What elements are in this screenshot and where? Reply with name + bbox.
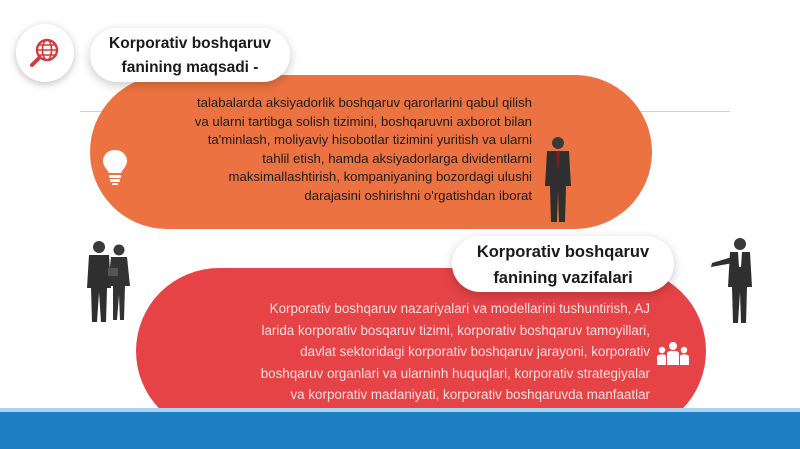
- goal-text-line: va ularni tartibga solish tizimini, boshqaruvni axborot bilan: [194, 113, 532, 129]
- presenting-businessman-icon: [706, 237, 762, 325]
- goal-text-line: ta'minlash, moliyaviy hisobotlar tizimini yuritish va ularni: [207, 132, 532, 148]
- team-icon: [656, 341, 690, 367]
- tasks-heading-line2: fanining vazifalari: [493, 269, 633, 287]
- goal-heading: [90, 28, 290, 82]
- goal-text: [128, 94, 532, 206]
- tasks-text-line: Korporativ boshqaruv nazariyalari va modellarini tushuntirish, AJ: [269, 301, 650, 316]
- goal-text-line: darajasini oshirishni o'rgatishdan iborat: [304, 187, 532, 203]
- businessman-figure-icon: [540, 136, 576, 224]
- tasks-text-line: boshqaruv organlari va ularninh huquqlari, korporativ strategiyalar: [260, 365, 650, 381]
- goal-heading-line2: fanining maqsadi -: [121, 59, 259, 76]
- footer-band: [0, 412, 800, 449]
- goal-heading-line1: Korporativ boshqaruv: [109, 35, 271, 52]
- tasks-heading-line1: Korporativ boshqaruv: [476, 243, 650, 261]
- tasks-text-line: va korporativ madaniyati, korporativ boshqaruvda manfaatlar: [290, 387, 650, 402]
- tasks-text-line: davlat sektoridagi korporativ boshqaruv jarayoni, korporativ: [300, 344, 650, 359]
- goal-text-line: maksimallashtirish, kompaniyaning bozordagi ulushi: [228, 169, 532, 185]
- globe-search-icon: [29, 37, 61, 69]
- goal-text-line: talabalarda aksiyadorlik boshqaruv qarorlarini qabul qilish: [196, 95, 532, 110]
- tasks-text-line: larida korporativ bosqaruv tizimi, korporativ boshqaruv tamoyillari,: [261, 322, 650, 338]
- globe-search-icon-circle: [16, 24, 74, 82]
- lightbulb-icon: [100, 148, 130, 186]
- tasks-heading: [452, 236, 674, 292]
- business-couple-icon: [86, 240, 132, 324]
- goal-text-line: tahlil etish, hamda aksiyadorlarga dividentlarni: [262, 150, 532, 166]
